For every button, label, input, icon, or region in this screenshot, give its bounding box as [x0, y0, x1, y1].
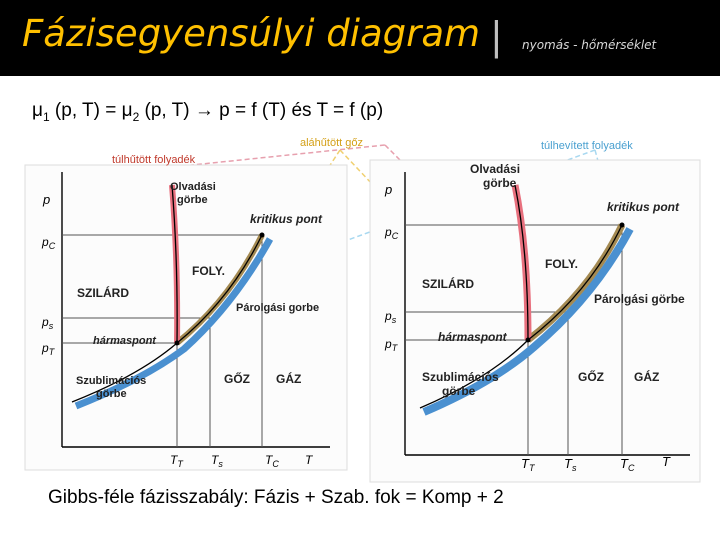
- right-critical-point-label: kritikus pont: [607, 200, 680, 214]
- left-pt-label: $p_T$: [42, 341, 55, 357]
- right-t-axis-label: T: [662, 454, 670, 469]
- left-tt-label: $T_T$: [170, 453, 183, 469]
- right-melting-label-1: Olvadási: [470, 162, 521, 176]
- gibbs-phase-rule: Gibbs-féle fázisszabály: Fázis + Szab. fok = Komp + 2: [48, 487, 504, 508]
- right-tc-label: $T_C$: [620, 456, 635, 473]
- left-liquid-label: FOLY.: [192, 264, 225, 278]
- left-phase-diagram: [25, 165, 347, 470]
- left-p-axis-label: p: [43, 192, 51, 207]
- left-critical-point-label: kritikus pont: [250, 212, 323, 226]
- formula-part2: (p, T) → p = f (T) és T = f (p): [139, 100, 384, 121]
- right-ts-label: $T_s$: [564, 456, 577, 473]
- left-sublimation-label-2: görbe: [96, 388, 127, 400]
- right-gas-label: GÁZ: [634, 370, 660, 384]
- left-vaporization-label: Párolgási gorbe: [236, 302, 320, 314]
- left-critical-point-marker: [260, 233, 265, 238]
- right-tt-label: $T_T$: [521, 456, 535, 473]
- left-pc-label: $p_C$: [42, 235, 56, 251]
- right-melting-label-2: görbe: [483, 176, 517, 190]
- left-sublimation-label-1: Szublimációs: [76, 375, 147, 387]
- left-melting-label-1: Olvadási: [170, 181, 216, 193]
- right-triple-point-marker: [526, 338, 531, 343]
- formula-sub1: 1: [42, 109, 50, 124]
- right-ps-label: $p_s$: [385, 309, 397, 325]
- left-ts-label: $T_s$: [211, 453, 223, 469]
- right-sublimation-label-1: Szublimációs: [422, 370, 499, 384]
- left-melting-label-2: görbe: [177, 194, 208, 206]
- right-triple-point-label: hármaspont: [438, 330, 507, 344]
- right-phase-diagram: [370, 160, 700, 482]
- left-triple-point-label: hármaspont: [93, 335, 156, 347]
- formula-mu1: μ: [32, 100, 43, 121]
- right-p-axis-label: p: [385, 182, 393, 197]
- left-t-axis-label: T: [305, 453, 313, 467]
- right-vapor-label: GŐZ: [578, 370, 604, 384]
- right-vaporization-label: Párolgási görbe: [594, 292, 685, 306]
- slide-title: Fázisegyensúlyi diagram: [22, 12, 481, 55]
- callout-superheated-liquid: túlhevített folyadék: [541, 140, 633, 152]
- callout-subcooled-vapor: aláhűtött gőz: [300, 137, 363, 149]
- right-liquid-label: FOLY.: [545, 257, 578, 271]
- left-vapor-label: GŐZ: [224, 372, 250, 386]
- right-pc-label: $p_C$: [385, 225, 399, 241]
- left-triple-point-marker: [175, 341, 180, 346]
- left-ps-label: $p_s$: [42, 315, 54, 331]
- right-solid-label: SZILÁRD: [422, 277, 474, 291]
- callout-subcooled-liquid: túlhűtött folyadék: [112, 154, 196, 166]
- right-pt-label: $p_T$: [385, 337, 398, 353]
- right-critical-point-marker: [620, 223, 625, 228]
- left-tc-label: $T_C$: [265, 453, 279, 469]
- left-gas-label: GÁZ: [276, 372, 302, 386]
- formula-sub2: 2: [132, 109, 140, 124]
- slide-subtitle: nyomás - hőmérséklet: [522, 38, 657, 52]
- right-sublimation-label-2: görbe: [442, 384, 476, 398]
- formula-part1: (p, T) = μ: [49, 100, 133, 121]
- left-solid-label: SZILÁRD: [77, 286, 129, 300]
- title-separator: |: [490, 14, 503, 58]
